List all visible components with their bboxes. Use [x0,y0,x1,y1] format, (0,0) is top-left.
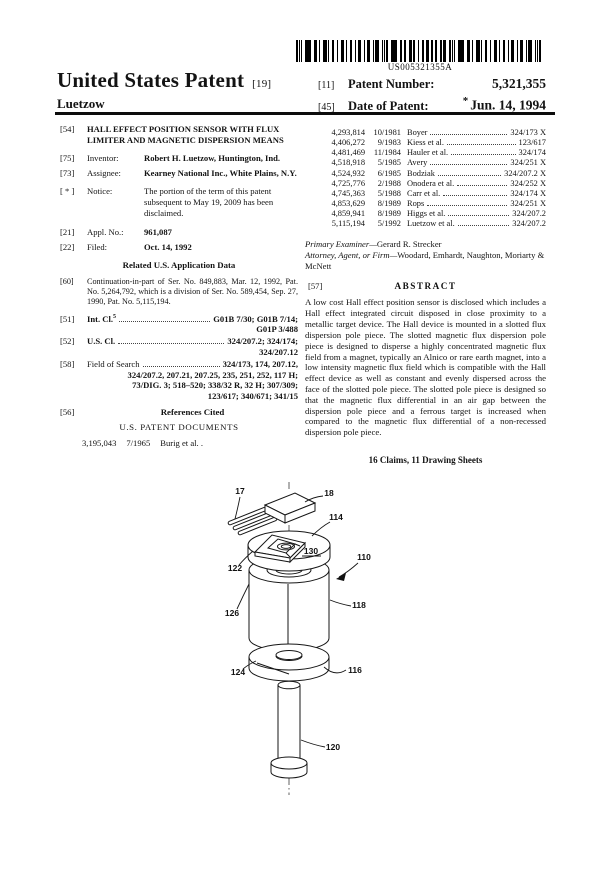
notice-text: The portion of the term of this patent subsequent to May 19, 2009 has been disclaimed. [144,186,274,218]
field-code-60: [60] [60,276,74,286]
us-cl-value-1: 324/207.2; 324/174; [227,336,298,347]
reference-row [305,219,546,229]
invention-title: HALL EFFECT POSITION SENSOR WITH FLUX LIMITER AND MAGNETIC DISPERSION MEANS [87,124,284,145]
first-us-document-row [60,438,298,449]
us-cl-value-2: 324/207.12 [259,347,298,357]
patent-number-value: 5,321,355 [492,76,546,91]
field-of-search-label: Field of Search [87,358,140,369]
reference-name: Hauler et al. [407,148,449,158]
field-code-45: [45] [318,101,335,113]
inventor-value: Robert H. Luetzow, Huntington, Ind. [144,152,281,163]
us-references-list [305,124,546,230]
disclaimer-star: * [462,95,469,107]
patent-figure [140,478,460,808]
application-number-value: 961,087 [144,226,172,237]
field-code-22: [22] [60,241,75,252]
leader-dots [448,215,509,216]
leader-dots [119,321,210,322]
reference-row [305,169,546,179]
reference-date: 8/1989 [377,199,401,209]
reference-name: Kiess et al. [407,138,444,148]
reference-row [305,189,546,199]
patent-number-row [318,76,546,92]
reference-class: 123/617 [518,138,546,148]
field-code-56: [56] [60,407,75,418]
primary-examiner-line [305,239,546,250]
kind-code: [19] [252,78,272,90]
references-cited-entry [60,407,298,418]
reference-number: 4,293,814 [331,128,365,137]
reference-row [305,128,546,138]
reference-date: 11/1984 [373,148,401,158]
primary-examiner-label: Primary Examiner— [305,238,377,249]
int-cl-content [87,314,298,336]
attorney-name: Woodard, Emhardt, Naughton, Moriarty & McNett [305,249,545,271]
notice-entry [60,186,298,218]
reference-name: Avery [407,158,428,168]
assignee-value: Kearney National Inc., White Plains, N.Y. [144,168,297,179]
inventor-surname: Luetzow [57,96,105,111]
ref-numeral-118: 118 [352,600,366,610]
primary-examiner-name: Gerard R. Strecker [376,238,442,249]
barcode-number: US005321355A [387,62,453,72]
reference-date: 2/1988 [377,178,401,188]
leader-dots [451,154,515,155]
references-abstract-column [305,124,546,466]
us-cl-content [87,336,298,358]
reference-name: Boyer [407,128,428,137]
barcode [296,40,544,62]
doc-name: Burig et al. . [160,438,203,449]
ref-numeral-114: 114 [329,512,343,522]
reference-class: 324/207.2 X [504,168,546,178]
leader-dots [430,134,507,135]
field-code-73: [73] [60,168,75,179]
us-cl-label: U.S. Cl. [87,336,116,347]
reference-number: 4,853,629 [331,199,365,209]
application-number-entry [60,227,298,238]
ref-numeral-17: 17 [235,486,245,496]
reference-number: 4,745,363 [331,188,365,198]
reference-class: 324/251 X [510,199,546,209]
filed-value: Oct. 14, 1992 [144,241,192,252]
ref-numeral-116: 116 [348,665,362,675]
inventor-label: Inventor: [87,152,119,163]
date-text: Jun. 14, 1994 [470,97,546,113]
field-of-search-entry [60,359,298,402]
doc-number: 3,195,043 [82,438,117,449]
int-cl-value-2: G01P 3/488 [256,324,298,335]
leader-dots [447,144,516,145]
leader-dots [427,205,507,206]
related-data-text: Continuation-in-part of Ser. No. 849,883, Mar. 12, 1992, Pat. No. 5,264,792, which is a division of Ser. No. 589,454, Sep. 27, 1990, Pat. No. 5,115,194. [87,276,298,307]
reference-date: 6/1985 [377,168,401,178]
field-code-21: [21] [60,226,75,237]
doc-date: 7/1965 [126,438,151,449]
reference-name: Carr et al. [407,188,441,198]
reference-name: Rops [407,199,425,209]
related-data-entry [60,277,298,308]
attorney-line [305,250,546,272]
reference-class: 324/252 X [510,178,546,188]
claims-drawing-sheets-line: 16 Claims, 11 Drawing Sheets [368,455,483,466]
patent-date-label: Date of Patent: [348,98,429,113]
reference-class: 324/207.2 [512,209,546,219]
field-code-star: [ * ] [60,186,75,197]
reference-date: 9/1983 [377,138,401,148]
ref-numeral-120: 120 [325,742,341,752]
us-patent-documents-heading: U.S. PATENT DOCUMENTS [119,422,239,433]
ref-numeral-18: 18 [324,488,334,498]
reference-number: 4,406,272 [331,138,365,148]
field-code-51: [51] [60,313,75,324]
patent-number-label: Patent Number: [348,77,435,91]
leader-dots [143,366,220,367]
leader-dots [443,195,507,196]
reference-number: 5,115,194 [331,219,365,229]
ref-numeral-126: 126 [224,608,240,618]
leader-dots [458,225,510,226]
related-data-heading: Related U.S. Application Data [122,260,236,271]
patent-office-title: United States Patent [57,68,245,92]
target-shaft [271,681,307,778]
application-number-label: Appl. No.: [87,226,124,237]
references-cited-heading: References Cited [160,407,225,418]
us-cl-entry [60,336,298,358]
assignee-entry [60,168,298,179]
field-of-search-content [87,359,298,402]
reference-class: 324/251 X [510,158,546,168]
header-rule [55,112,555,115]
reference-class: 324/174 X [510,188,546,198]
reference-row [305,148,546,158]
examiner-block [305,239,546,273]
field-of-search-value-1: 324/173, 174, 207.12, [222,358,298,369]
field-of-search-value-4: 123/617; 340/671; 341/15 [207,391,298,402]
filed-label: Filed: [87,241,108,252]
bottom-pole-piece [249,644,329,681]
leader-dots [438,175,501,176]
leader-dots [430,164,507,165]
reference-date: 5/1988 [377,188,401,198]
field-code-52: [52] [60,336,75,347]
notice-label: Notice: [87,186,113,197]
leader-dots [457,185,507,186]
reference-number: 4,859,941 [331,209,365,219]
abstract-text: A low cost Hall effect position sensor is disclosed which includes a Hall effect integrated circuit disposed in close proximity to a metallic target device. The Hall device is mounted in a slotted flux dispersion pole piece. The slotted magnetic flux dispersion pole piece is designed to disperse a highly concentrated magnetic flux field from a magnet, typically an Alnico or rare earth magnet, into a low intensity magnetic flux field which is compatible with the Hall effect device as well as constant and evenly dispersed across the face of the slotted pole piece. The slotted pole piece is designed so that the magnetic flux differential in an air gap between the dispersion pole piece and a ferrous target is increased when compared to the magnetic flux differential of a non-recessed dispersion pole piece. [305,297,546,438]
field-code-54: [54] [60,124,75,134]
patent-date-value [463,95,546,114]
page-title [57,68,271,93]
field-of-search-value-2: 324/207.2, 207.21, 207.25, 235, 251, 252, 117 H; [127,369,298,380]
leader-dots [118,343,224,344]
reference-date: 5/1985 [377,158,401,168]
reference-date: 10/1981 [373,128,401,137]
attorney-label: Attorney, Agent, or Firm— [305,249,398,260]
ref-numeral-110: 110 [357,552,371,562]
patent-date-row [318,95,546,114]
filed-entry [60,242,298,253]
reference-name: Onodera et al. [407,178,455,188]
reference-row [305,158,546,168]
reference-class: 324/174 [518,148,546,158]
reference-class: 324/207.2 [512,219,546,229]
field-code-75: [75] [60,152,75,163]
reference-row [305,179,546,189]
reference-number: 4,524,932 [331,168,365,178]
field-code-57: [57] [308,281,323,292]
field-of-search-value-3: 73/DIG. 3; 518–520; 338/32 R, 32 H; 307/309; [132,380,298,391]
reference-date: 8/1989 [377,209,401,219]
inventor-entry [60,153,298,164]
ref-numeral-130: 130 [303,546,319,556]
bibliographic-column [60,124,298,449]
field-code-58: [58] [60,358,75,369]
reference-name: Higgs et al. [407,209,446,219]
int-cl-entry [60,314,298,336]
reference-class: 324/173 X [510,128,546,137]
abstract-heading: ABSTRACT [394,281,457,292]
reference-row [305,138,546,148]
int-cl-value-1: G01B 7/30; G01B 7/14; [213,313,298,324]
reference-number: 4,518,918 [331,158,365,168]
reference-row [305,209,546,219]
abstract-heading-row [305,281,546,292]
invention-title-entry [60,124,298,146]
int-cl-label: Int. Cl.$^5$ [87,313,117,324]
assignee-label: Assignee: [87,168,121,179]
reference-name: Bodziak [407,168,435,178]
reference-number: 4,725,776 [331,178,365,188]
reference-date: 5/1992 [377,219,401,229]
ref-numeral-122: 122 [227,563,243,573]
field-code-11: [11] [318,80,335,91]
reference-number: 4,481,469 [331,148,365,158]
reference-name: Luetzow et al. [407,219,455,229]
reference-row [305,199,546,209]
ref-numeral-124: 124 [230,667,246,677]
